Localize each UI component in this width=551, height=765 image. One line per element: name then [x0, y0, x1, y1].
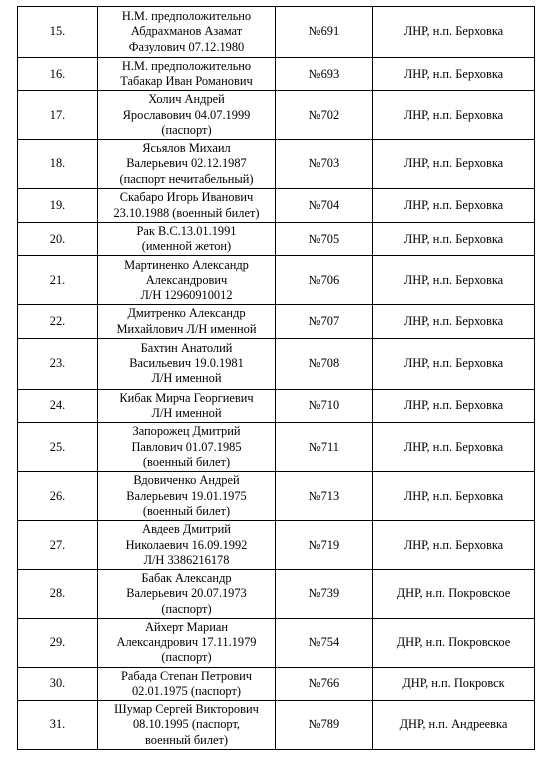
person-name-line: Николаевич 16.09.1992: [125, 537, 248, 552]
row-number: 22.: [18, 305, 98, 338]
person-name-line: 02.01.1975 (паспорт): [131, 684, 241, 699]
person-name-line: военный билет): [144, 732, 229, 747]
location-cell: ДНР, н.п. Покровское: [373, 618, 535, 667]
location-cell: ЛНР, н.п. Берховка: [373, 189, 535, 223]
person-name-line: Ярославович 04.07.1999: [122, 107, 251, 122]
table-row: [18, 189, 535, 223]
location-cell: ЛНР, н.п. Берховка: [373, 140, 535, 189]
record-number: №713: [276, 472, 373, 521]
person-name-line: Александрович: [145, 272, 228, 287]
person-name-line: Валерьевич 19.01.1975: [126, 488, 247, 503]
location-cell: ЛНР, н.п. Берховка: [373, 91, 535, 140]
row-number: 15.: [18, 7, 98, 58]
person-name-line: Рак В.С.13.01.1991: [136, 224, 237, 239]
record-number: №754: [276, 618, 373, 667]
person-name-cell: [98, 305, 276, 338]
table-row: [18, 223, 535, 256]
row-number: 16.: [18, 58, 98, 91]
person-name-line: Михайлович Л/Н именной: [116, 321, 257, 336]
row-number: 23.: [18, 338, 98, 389]
person-name-cell: [98, 91, 276, 140]
person-name-cell: [98, 472, 276, 521]
location-cell: ЛНР, н.п. Берховка: [373, 256, 535, 305]
person-name-line: 08.10.1995 (паспорт,: [132, 717, 241, 732]
person-name-line: Скабаро Игорь Иванович: [119, 190, 254, 205]
record-number: №706: [276, 256, 373, 305]
person-name-line: 23.10.1988 (военный билет): [113, 205, 260, 220]
record-number: №739: [276, 570, 373, 619]
records-table: [17, 6, 535, 750]
location-cell: ЛНР, н.п. Берховка: [373, 338, 535, 389]
person-name-line: Кибак Мирча Георгиевич: [119, 390, 254, 405]
table-row: [18, 256, 535, 305]
table-row: [18, 667, 535, 700]
person-name-line: (военный билет): [142, 454, 231, 469]
person-name-line: Табакар Иван Романович: [120, 74, 253, 89]
row-number: 31.: [18, 701, 98, 750]
person-name-line: Л/Н именной: [151, 406, 222, 421]
row-number: 17.: [18, 91, 98, 140]
row-number: 26.: [18, 472, 98, 521]
table-row: [18, 91, 535, 140]
person-name-cell: [98, 58, 276, 91]
person-name-line: (именной жетон): [141, 239, 232, 254]
record-number: №703: [276, 140, 373, 189]
row-number: 25.: [18, 423, 98, 472]
person-name-line: (паспорт нечитабельный): [119, 171, 254, 186]
table-row: [18, 389, 535, 422]
person-name-line: Рабада Степан Петрович: [120, 668, 253, 683]
person-name-line: Дмитренко Александр: [127, 306, 246, 321]
row-number: 19.: [18, 189, 98, 223]
person-name-cell: [98, 667, 276, 700]
table-row: [18, 701, 535, 750]
person-name-cell: [98, 423, 276, 472]
person-name-line: Абдрахманов Азамат: [130, 24, 243, 39]
record-number: №702: [276, 91, 373, 140]
person-name-line: Васильевич 19.0.1981: [129, 356, 244, 371]
row-number: 21.: [18, 256, 98, 305]
person-name-cell: [98, 389, 276, 422]
person-name-cell: [98, 189, 276, 223]
row-number: 27.: [18, 521, 98, 570]
person-name-line: Запорожец Дмитрий: [132, 424, 241, 439]
person-name-line: Александрович 17.11.1979: [116, 635, 257, 650]
table-row: [18, 338, 535, 389]
person-name-line: (паспорт): [161, 122, 212, 137]
records-table-body: [18, 7, 535, 750]
person-name-line: Л/Н именной: [151, 371, 222, 386]
person-name-cell: [98, 223, 276, 256]
location-cell: ЛНР, н.п. Берховка: [373, 521, 535, 570]
table-row: [18, 58, 535, 91]
person-name-cell: [98, 338, 276, 389]
row-number: 18.: [18, 140, 98, 189]
person-name-line: Авдеев Дмитрий: [142, 522, 231, 537]
record-number: №708: [276, 338, 373, 389]
row-number: 20.: [18, 223, 98, 256]
location-cell: ЛНР, н.п. Берховка: [373, 7, 535, 58]
person-name-line: Валерьевич 20.07.1973: [126, 586, 247, 601]
person-name-line: Л/Н 12960910012: [140, 288, 233, 303]
location-cell: ДНР, н.п. Покровское: [373, 570, 535, 619]
table-row: [18, 472, 535, 521]
person-name-line: Фазулович 07.12.1980: [128, 39, 245, 54]
record-number: №693: [276, 58, 373, 91]
person-name-cell: [98, 570, 276, 619]
location-cell: ЛНР, н.п. Берховка: [373, 305, 535, 338]
person-name-cell: [98, 7, 276, 58]
record-number: №707: [276, 305, 373, 338]
row-number: 29.: [18, 618, 98, 667]
person-name-line: Н.М. предположительно: [121, 9, 252, 24]
person-name-line: Вдовиченко Андрей: [133, 473, 240, 488]
person-name-line: Айхерт Мариан: [145, 620, 228, 635]
person-name-line: Ясьялов Михаил: [142, 141, 231, 156]
person-name-cell: [98, 618, 276, 667]
person-name-line: Павлович 01.07.1985: [131, 439, 242, 454]
table-row: [18, 618, 535, 667]
person-name-line: (паспорт): [161, 650, 212, 665]
person-name-line: Мартиненко Александр: [124, 257, 249, 272]
person-name-line: Бабак Александр: [141, 571, 232, 586]
record-number: №704: [276, 189, 373, 223]
record-number: №789: [276, 701, 373, 750]
record-number: №719: [276, 521, 373, 570]
table-row: [18, 7, 535, 58]
person-name-line: (военный билет): [142, 503, 231, 518]
location-cell: ЛНР, н.п. Берховка: [373, 389, 535, 422]
location-cell: ЛНР, н.п. Берховка: [373, 223, 535, 256]
person-name-cell: [98, 521, 276, 570]
person-name-line: Шумар Сергей Викторович: [114, 702, 259, 717]
person-name-line: Холич Андрей: [148, 92, 225, 107]
table-row: [18, 305, 535, 338]
location-cell: ДНР, н.п. Андреевка: [373, 701, 535, 750]
person-name-line: Л/Н 3386216178: [143, 552, 230, 567]
record-number: №711: [276, 423, 373, 472]
record-number: №691: [276, 7, 373, 58]
table-row: [18, 423, 535, 472]
table-row: [18, 521, 535, 570]
person-name-line: Н.М. предположительно: [121, 59, 252, 73]
table-row: [18, 140, 535, 189]
record-number: №710: [276, 389, 373, 422]
person-name-line: Бахтин Анатолий: [140, 341, 233, 356]
row-number: 28.: [18, 570, 98, 619]
record-number: №766: [276, 667, 373, 700]
row-number: 30.: [18, 667, 98, 700]
location-cell: ЛНР, н.п. Берховка: [373, 423, 535, 472]
row-number: 24.: [18, 389, 98, 422]
location-cell: ЛНР, н.п. Берховка: [373, 58, 535, 91]
location-cell: ДНР, н.п. Покровск: [373, 667, 535, 700]
person-name-cell: [98, 256, 276, 305]
location-cell: ЛНР, н.п. Берховка: [373, 472, 535, 521]
person-name-line: Валерьевич 02.12.1987: [126, 156, 247, 171]
person-name-cell: [98, 701, 276, 750]
table-row: [18, 570, 535, 619]
person-name-cell: [98, 140, 276, 189]
person-name-line: (паспорт): [161, 601, 212, 616]
record-number: №705: [276, 223, 373, 256]
